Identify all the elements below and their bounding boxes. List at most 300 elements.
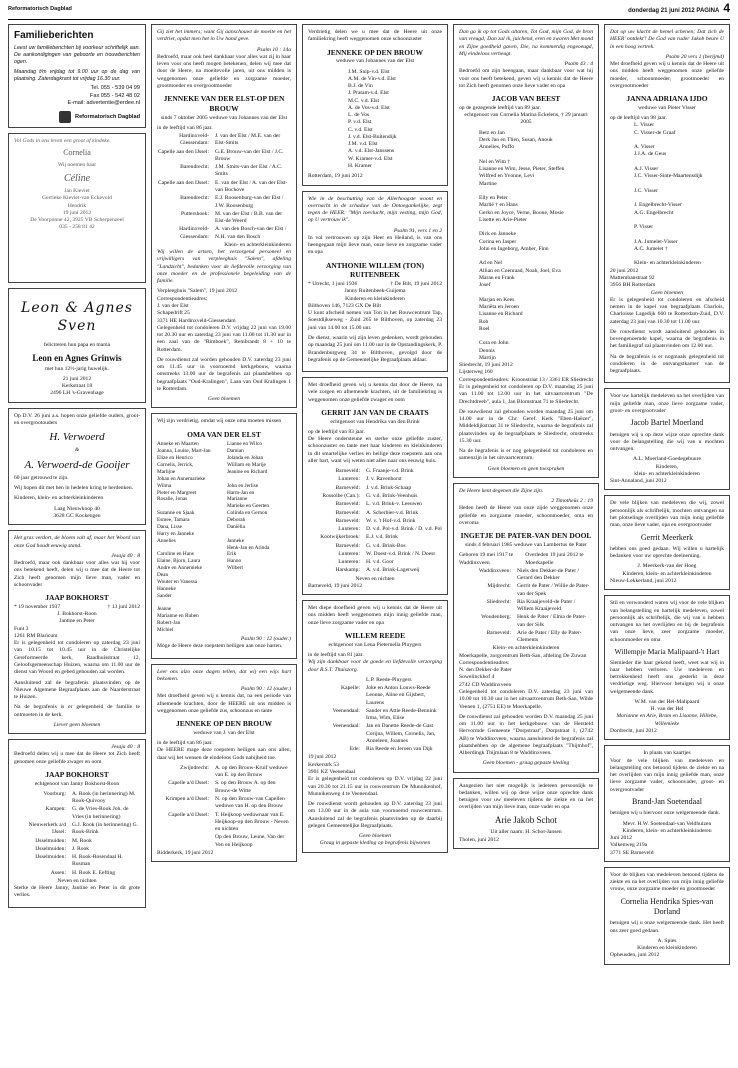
signer: J. Bokhorst-Roon [57,611,97,618]
names: E.J. Roosenburg-van der Elst / J.W. Roosenburg [215,195,284,209]
list-item [634,231,724,238]
names: Ria Reede en Jeroen van Dijk [366,746,433,753]
names: Henk de Pater / Elma de Pater-van der Silk [517,614,587,628]
deceased-name: JAAP BOKHORST [45,593,109,603]
quote-ref: Psalm 90 : 12 (ouder.) [240,635,291,642]
place: Waddinxveen: [478,567,511,574]
names: J.M. Smits-van der Elst / A.C. Smits [215,164,283,178]
column-3 [302,24,448,1064]
deceased-name: INGETJE DE PATER-VAN DEN DOOL [460,531,592,541]
list-item: H. Kramer [348,163,372,169]
signer: Kinderen, klein- en achterkleinkinderen [622,827,712,834]
addr: 3628 GC Kockengen [53,513,101,520]
addr: Verpleeghuis "Salem", 19 juni 2012 [157,288,238,295]
deceased-name: ANTHONIE WILLEM (TON) RUITENBEEK [325,260,425,280]
thanks: Wij willen de artsen, het verzorgend personeel en vrijwilligers van verpleeghuis "Salem", afdeling "Landzicht", bedanken voor de liefdevolle verzorging van onze moeder en de professionele begeleiding van de familie. [157,249,291,285]
text: Stil en verwonderd waren wij voor de vele blijken van belangstelling en hartelijk medeleven, zowel persoonlijk als schriftelijk, die wij van u hebben ontvangen na het overlijden en bij de begrafenis van onze lieve, zeer zorgzame moeder, schoonmoeder en oma [610,600,724,643]
place: Mijdrecht: [487,583,511,590]
list-item: Elize en Henrico [157,455,193,462]
list-item [479,333,593,340]
deceased-name: Jacob Bartel Moerland [630,418,704,428]
list-item: Anneke en Maarten [157,441,199,448]
list-item [157,600,221,607]
burial: De rouwdienst zal gehouden worden maandag 25 juni om 14.00 uur in de Chr. Geref. Kerk "Eben-Haëzer", Middeldijkstraat 31 te Sliedrecht, waarna de begrafenis zal plaatsvinden op de begraafplaats te Sliedrecht, omstreeks 15.30 uur. [459,408,593,444]
place: Lunteren: [338,526,360,533]
details: Er is gelegenheid tot condoleren en afscheid nemen in de kapel van begraafplaats Charlois, Charloisse Lagedijk 660 te Rotterdam-Zuid, D.V. zaterdag 23 juni van 10.30 tot 11.00 uur. [610,296,724,325]
sub: sinds 4 februari 1985 weduwe van Lambertus de Pater [465,541,587,548]
died: † De Bilt, 19 juni 2012 [390,281,442,288]
list-item: W. Kramer-v.d. Elst [348,155,393,162]
list-item: Wouter en Vanessa [157,578,198,585]
names: S. op den Brouw A. op den Brouw-de Witte [215,780,276,794]
famblock-line: Maandag t/m vrijdag tot 9.00 uur op de dag van plaatsing. Zaterdagkrant tot vrijdag 16.30 uur. [14,68,140,82]
place: Barneveld: [335,501,360,508]
addr: J. van der Elst [157,303,189,309]
place: Barneveld: [335,542,360,549]
column-4 [453,24,599,1064]
names: T. Heijkoop weduwnaar van E. Heijkoop-op den Brouw - Neven en nichten [215,811,289,833]
place: Nieuwerkerk a/d IJssel: [28,822,66,836]
signer: A. Spies [657,937,677,944]
place: Harskamp: [335,567,360,574]
obituary-de-pater [453,483,599,773]
list-item [479,224,593,231]
list-item: Harm-Jan en [227,489,255,496]
list-item: Betz en Jan [479,129,505,136]
intro: Verdrietig delen we u mee dat de Heere uit onze familiekring heeft weggenomen onze schoonzuster [308,29,442,43]
place: Barneveld: [486,629,511,636]
list-item: Dana, Lisse [157,523,183,530]
name: OMA VAN DER ELST [187,429,261,439]
list-item: L. de Vos [348,112,370,119]
family-names [610,122,724,267]
obituary-van-beest [453,24,599,478]
names: Joke en Anton Louws-Reede Leonne, Aline en Gijsbert, Laurens [366,685,431,706]
list-item: Cora en John [479,340,509,347]
logo-text: Reformatorisch Dagblad [75,113,140,120]
column-5 [604,24,730,1064]
burial: De rouwdienst wordt aansluitend gehouden in bovengenoemde kapel, waarna de begrafenis in het familiegraf zal plaatsvinden om 12.00 uur. [610,328,724,350]
burial: De dienst, waarin wij zijn leven gedenken, wordt gehouden op maandag 25 juni om 11.00 uur in de Opstandingskerk, P. Brandenburgweg 34 te Bilthoven, gevolgd door de begrafenis op de Gemeentelijke Begraafplaats aldaar. [308,335,442,363]
list-item: B.J. de Vin [348,83,373,90]
quote: Dat op uw klacht de hemel schenen; Dat zich de HEER' ontdekt'! De God van ruder Jakob beure U in een hoog vertrek. [610,29,724,50]
addr: Correspondentieadres: [459,659,510,666]
quote-ref: Psalm 90 : 12 (ouder.) [240,686,291,693]
list-item: Harry en Janneke [157,530,195,537]
list-item [634,217,724,224]
anniversary-grinwis [8,288,146,402]
sub: sinds 7 oktober 2005 weduwe van Johannes van der Elst [160,114,288,121]
place: Hardinxveld-Giessendam: [179,226,209,240]
addr: 3901 KZ Veenendaal [308,769,356,775]
page-number: 4 [723,1,730,15]
place: Krimpen a/d IJssel: [165,795,209,802]
note: Na de begrafenis is er nog gelegenheid tot condoleren en samenzijn in het uitvaartcentrum. [459,448,593,462]
details: Er is gelegenheid tot condoleren op D.V. vrijdag 22 juni van 20.30 tot 21.15 uur in rouwcentrum De Munnikenhof, Munnikenweg 4 te Veenendaal. [308,776,442,797]
addr: Juni 2012 [610,835,632,842]
age: in de leeftijd van 86 jaar. [157,124,213,131]
names: A. v.d. Brink-Lagerweij [366,567,420,574]
list-right [227,441,291,634]
list-item: Klein- en achterkleinkinderen [634,260,701,267]
list-item: Michiel [157,627,174,634]
addr: Bilthoven 146, 7123 GX De Bilt [308,302,382,309]
sub: weduwe van Pieter Visser [638,104,696,111]
addr: 20 juni 2012 [610,267,639,274]
thanks-schot [453,778,599,849]
deceased-name: JAAP BOKHORST [45,769,109,779]
addr: Sowelinckhof 4 [459,674,495,681]
obituary-ruitenbeek [302,191,448,373]
anniversary-verwoerd [8,408,146,526]
details: Gelegenheid tot condoleren D.V. vrijdag 22 juni van 19.00 tot 20.30 uur en zaterdag 23 juni van 11.00 tot 11.30 uur in een zaal van de "Rimboek", Rembrandt 8 + 10 te Rotterdam. [157,324,291,353]
signer: Janny Ruitenbeek-Guijema [344,288,406,295]
place: Barneveld: [335,468,360,475]
family-names [459,130,593,363]
names: N. op den Brouw-van Capellen weduwe van H. op den Brouw [215,795,285,810]
footer: Barneveld, 19 juni 2012 [308,582,363,589]
addr: Sliedrecht, 19 juni 2012 [459,362,513,369]
addr: 1261 RM Blaricum [14,632,58,639]
paper-logo [14,111,140,123]
line: Hendrik [67,202,87,209]
details: Gelegenheid tot condoleren D.V. zaterdag 23 juni van 10.00 tot 10.30 uur in het uitvaartcentrum Beth-San, Wilde Veenen 1, (2751 EE) te Moerkapelle. [459,689,593,710]
text: Bedroefd om zijn heengaan, maar dankbaar voor wat hij voor ons heeft betekend, geven wij u kennis dat de Heere tot Zich heeft genomen onze lieve vader en opa [459,68,593,89]
names: A. Scherbier-v.d. Brink [366,509,419,516]
text: De vele blijken van medeleven die wij, zowel persoonlijk als schriftelijk, mochten ontvangen na het plotselinge overlijden van mijn innig geliefde man, onze lieve vader, opa en overgrootvader [610,500,724,529]
deceased-name: WILLEM REEDE [344,631,406,640]
deceased-name: Cornelia Hendrika Spies-van Dorland [620,896,714,917]
addr: Valkenweg 219a [610,842,648,849]
name-2: A. Verwoerd-de Gooijer [24,458,130,471]
list-item: Marianne en Ruben [157,613,199,620]
list-item: J.M. Snip-v.d. Elst [348,68,390,75]
burial: Aansluitend zal de begrafenis plaatsvinden op de Nieuwe Algemene Begraafplaats aan de Naarderstraat te Huizen. [14,679,140,701]
sub: weduwe van Johannes van der Elst [335,58,415,65]
page-label: PAGINA [696,8,720,14]
footer: Sterke de Heere Janny, Jantine en Peter in dit grote verlies. [14,885,140,899]
list-item: J.A. Jumelet-Visser [634,238,678,245]
names: E.J. v.d. Brink [366,534,398,541]
date: 21 juni 2012 [62,375,92,382]
addr: Schapedrift 25 [157,310,190,317]
text: Voor de blijken van medeleven betoond tijdens de ziekte en na het overlijden van mijn innig geliefde vrouw, onze zorgzame moeder en grootmoeder [610,871,724,893]
footer: Rotterdam, 19 juni 2012 [308,173,363,180]
list-item [634,137,724,144]
list-item: Caroline en Hans [157,551,194,558]
addr: 19 juni 2012 [308,754,337,761]
intro: feliciteren hun papa en mama [43,341,111,348]
list-item [634,159,724,166]
names: G.E. Brouw-van der Elst / J.C. Brouw [215,148,284,162]
column-1 [8,24,146,1064]
text: Bedroefd delen wij u mee dat de Heere tot Zich heeft genomen onze geliefde zwager en oom [14,751,140,765]
list-item: Colinda en Gernon [227,510,268,517]
list-item: Marjan en Kees [479,296,515,303]
list-item: Sander [157,592,172,599]
text: Met droefheid geven wij u kennis dat door de Heere, na vele zorgen en afnemende krachten, uit de familiekring is weggenomen onze geliefde zwager en oom [308,382,442,403]
quote-ref: 2 Timotheüs 2 : 19 [551,498,593,505]
text: Met droefheid geven wij u kennis dat, na een periode van afnemende krachten, door de HEERE uit ons midden is weggenomen onze geliefde zus, schoonzus en tante [157,693,291,714]
list-item: Mariëta en Jeroen [479,304,520,311]
names: A. op den Brouw-Kruif weduwe van E. op den Brouw [215,764,288,779]
signer: Kinderen en kleinkinderen [637,945,697,952]
list-item [634,181,724,188]
list-item: Henk-Jan en Arinda [227,544,270,551]
grandchildren-list [157,441,291,634]
sub: met hun 12½-jarig huwelijk. [45,365,109,372]
family: Klein- en achterkleinkinderen [492,645,560,652]
place: Puttershoek: [181,210,209,217]
list-item: Lisette en Arie-Pieter [479,216,527,223]
place: Capelle aan den IJssel: [157,179,209,186]
names: Niels den Dekker-de Pater / Gerard den Dekker [517,567,580,582]
location: Moerkapelle, zorgcentrum Beth-San, afdeling De Zuwan [459,652,587,659]
place: Barendrecht: [180,195,209,202]
addr: Laag Nieuwkoop 40 [54,505,100,512]
footer: Geen bloemen - graag gepaste kleding [482,760,570,767]
list-item: P. Visser [634,224,654,231]
list-item: Gerko en Joyce, Verne, Boone, Mosie [479,209,564,216]
thanks: Wij zijn dankbaar voor de goede en liefdevolle verzorging door R.S.T. Thuiszorg. [308,659,442,673]
date-text: donderdag 21 juni 2012 [628,8,695,14]
line: Gerrieke Kieviet-van Eckevold [42,195,112,202]
text-2: De Heere ondersteune en sterke onze geliefde zuster, schoonzuster en tante met haar kinderen en kleinkinderen in dit smartelijke verlies en heilige deze roepstem aan ons aller hart, want wij weten niet alles naar ons eeuwig huis. [308,436,442,464]
died: † 13 juni 2012 [107,603,140,610]
sub: echtgenoot van Lena Pieternella Pluygers [328,641,422,648]
age: op de gezegende leeftijd van 89 jaar. [459,104,541,111]
place [157,834,209,849]
place: Voorburg: [43,790,66,797]
names: J. v. Ravenhorst [366,476,402,483]
text: Voor de vele blijken van medeleven en belangstelling ons betoond tijdens de ziekte en na het overlijden van mijn innig geliefde man, onze lieve zorgzame vader, schoonvader, groot- en overgrootvader [610,757,724,793]
list-item: Rosalie, Jonas [157,496,188,503]
text: Aangezien het niet mogelijk is iedereen persoonlijk te bedanken, willen wij op deze wijze onze oprechte dank betuigen voor uw meeleven tijdens de ziekte en na het overlijden van mijn lieve man, onze vader en opa [459,782,593,811]
list-item: Dick en Janneke [479,231,516,238]
list-item: Lisanne en Richard [479,311,523,318]
thanks-moerland [604,388,730,490]
list-item: J.M. v.d. Elst [348,141,378,148]
age: in de leeftijd van 81 jaar. [308,652,364,659]
addr: N. den Dekker-de Pater [459,667,512,674]
sub: echtgenoot van Janny Bokhorst-Roon [34,780,120,787]
list-item: Maran en Frank [479,274,515,281]
burial: De rouwdienst zal worden gehouden D.V. zaterdag 23 juni om 11.45 uur in voornoemd kerkgebouw, waarna omstreeks 13.00 uur de begrafenis zal plaatshebben op begraafplaats "Oud-Kralingen", Laan van Oud Kralingen 1 te Rotterdam. [157,356,291,392]
place [308,677,360,684]
footer: Mòge de Heere deze roepstem heiligen aan onze harten. [157,643,283,650]
notice-oma-van-der-elst [151,413,297,658]
place: Rossolbe (Can.): [322,493,360,500]
list-item: A. v.d. Elst-Janssens [348,148,395,155]
details: Er is gelegenheid tot condoleren op zaterdag 23 juni van 10.15 tot 10.45 uur in de Christelijke Gereformeerde kerk, Raadhuisstraat 12, Geloofsgemeenschap Huizen, waarna om 11.00 uur de dienst van Woord en gebed gehouden zal worden. [14,640,140,676]
names: E. van der Elst / A. van der Elst-van Bochove [215,179,288,194]
text-2: De HEERE mage deze roepstem heiligen aan ons allen, daar wij het wensen de eindeloos Gods nabijheid toe. [157,747,291,761]
signer: W.M. van der Hel-Malipaard [634,698,700,705]
child-name: Cornelia [63,148,91,158]
thanks-spies [604,867,730,965]
list-item: A. de Vos-v.d. Elst [348,104,390,111]
line: Wij noemen haar [57,161,97,168]
text: Voor uw hartelijk medeleven na het overlijden van mijn geliefde man, onze lieve zorgzame vader, groot- en overgrootvader [610,393,724,414]
names: Arie de Pater / Elly de Pater-Clements [517,629,582,644]
quote: Leer ons alzo onze dagen tellen, dat wij een wijs hart bekomen. [157,668,291,682]
names: M. van der Elst / B.B. van der Elst-de Weerd [215,210,283,225]
list-item: C. Visser-de Graaf [634,129,676,136]
details: Er is gelegenheid tot condoleren op D.V. maandag 25 juni van 11.00 tot 12.00 uur in het uitvaartcentrum "De Drechtdreeb", aula 1, Jan Blomstraat 71 te Sliedrecht. [459,383,593,405]
deceased-name: JENNEKE VAN DER ELST-OP DEN BROUW [163,94,285,113]
deceased-name: Brand-Jan Soetendaal [632,796,702,806]
quote-ref: Psalm 20 vers 1 (berijmd) [665,53,724,60]
text: Bedroefd, maar ook heel dankbaar voor alles wat zij in haar leven voor ons heeft mogen betekenen, delen wij mee dat door de Heere, na moeitevolle jaren, uit ons midden is weggenomen onze geliefde en zorgzame moeder, grootmoeder en overgrootmoeder [157,53,291,89]
header-date [628,1,730,15]
obituary-bokhorst-1 [8,530,146,734]
corr-addr: Kroonstraat 13 / 3361 ER Sliedrecht [511,376,593,383]
age: op de leeftijd van 83 jaar. [308,428,365,435]
list-item: Marlië † en Hans [479,202,518,209]
place: Woudenberg: [481,614,511,621]
list-item: Esmee, Tamara [157,517,190,524]
quote: Wie in de beschutting van de Allerhoogste woont en overnacht in de schaduw van de Ontoegankelijke, zegt tegen de HEER: "Mijn toevlucht, mijn vesting, mijn God, op U vertrouw ik". [308,195,442,224]
names: W. v. 't Hof-v.d. Brink [366,517,416,524]
list-item: L. Visser [634,122,655,129]
list-item: Suzanne en Sjaak [157,510,195,517]
list-item [479,253,593,260]
list-item: Elaine, Bjorn, Laura [157,558,201,565]
list-item: Erik [227,551,237,558]
text-2: betuigen wij u op deze wijze onze oprechte dank voor de belangstelling die wij van u mochten ontvangen. [610,431,724,453]
quote-ref: Psalm 91, vers 1 en 2 [393,227,442,234]
intro: Vol Gods in ons leven een groot of kindeke. [14,138,111,145]
column-2 [151,24,297,1064]
names: L. v.d. Brink-v. Leeuwen [366,501,422,508]
names: W. Doest-v.d. Brink / N. Doest [366,550,435,557]
quote-ref: Jesaja 40 : 8 [111,552,140,559]
obituary-van-der-elst [151,24,297,408]
list-item: J.J.A. de Geus [634,151,667,158]
list-item: M.C. v.d. Elst [348,97,380,104]
obituary-bokhorst-2 [8,739,146,908]
list-item: Jolanda en Johan [227,455,264,462]
list-item: Josef [479,282,491,289]
born: Geboren 19 mei 1917 te Waddinxveen [459,552,514,566]
place: Assen: [50,869,66,876]
addr: 3371 HE Hardinxveld-Giessendam [157,317,236,324]
note: Na de begrafenis is er nogmaals gelegenheid tot condoleren in de ontvangstkamer van de begraafplaats. [610,353,724,375]
family: Kinderen, klein- en achterkleinkinderen [14,495,104,502]
list-item: Corina en Jasper [479,238,517,245]
signer: Mevr. H.W. Soetendaal-van Veldhuizen [622,820,712,827]
sub: weduwe van J. van der Elst [193,729,255,736]
deceased-name: JENNEKE OP DEN BROUW [326,47,424,57]
line: De Voorponne 42, 3925 VB Scherpenzeel [30,217,124,224]
page-header [8,0,730,20]
names: H. Rook E. Eefting [72,869,116,876]
details: U kunt afscheid nemen van Ton in het Rouwcentrum Tap, Soestdijkseweg - Zuid 265 te Bilthoven, op zaterdag 23 juni van 14.00 tot 15.00 uur. [308,310,442,331]
place: Kootwijkerbroek: [320,534,360,541]
text: Met diepe droefheid geven wij u kennis dat de Heere uit ons midden heeft weggenomen mijn innig geliefde man, onze lieve zorgzame vader en opa [308,605,442,626]
text-2: hebben ons goed gedaan. Wij willen u hartelijk bedanken voor uw oprechte deelneming. [610,545,724,560]
list-item: Allian en Coenraad, Noah, Joel, Eva [479,267,561,274]
place: Veenendaal: [332,707,360,714]
place: Zwijndrecht: [180,764,209,771]
deceased-name: Gerrit Meerkerk [640,532,694,542]
signer: A.L. Moerland-Goedegebuure [633,456,701,463]
list-item: Lianne en Wilco [227,441,262,448]
addr: Kerkerstrk 53 [308,761,339,768]
names: Gerrit de Pater / Willie de Pater-van der Spek [517,583,590,597]
line: 19 juni 2012 [62,209,92,216]
list-item [157,503,221,510]
footer: Geen bloemen [207,396,241,403]
list-item: Martine [479,180,497,187]
addr: Mattembanstraat 92 [610,274,655,281]
family: Neven en nichten [57,877,97,884]
list-item: Ad en Nel [479,260,502,267]
deceased-name: JENNEKE OP DEN BROUW [175,719,273,729]
footer: Liever geen bloemen [53,721,101,728]
place: Lunteren: [338,476,360,483]
addr: Kerkstraat 18 [61,383,93,390]
list-item: A.G. Engelbrecht [634,209,674,216]
place: Sliedrecht: [486,598,511,605]
names: A. Rook (in herinnering) M. Rook-Quivooy [72,790,136,805]
list-item: Wilma [157,482,172,489]
names: H. Rook-Rosendaal H. Rusman [72,854,123,868]
name-1: H. Verwoerd [49,431,105,444]
years: 60 jaar getrouwd te zijn. [14,474,69,481]
list-item: Jeanine en Richard [227,468,268,475]
place: Barneveld: [335,484,360,491]
signer: Kinderen en kleinkinderen [345,295,405,302]
list-item [479,151,593,158]
list-item: Cornelis, Jerrick, [157,462,194,469]
text: Bedroefd, maar ook dankbaar voor alles wat hij voor ons betekend heeft, delen wij u mee dat de Heere tot Zich heeft genomen mijn lieve man, vader en schoonvader [14,560,140,588]
list-item: Marieke en Geerten [227,503,270,510]
fax: Fax 055 - 542 48 02 [89,92,140,99]
place: Lunteren: [338,550,360,557]
thanks-meerkerk [604,495,730,590]
place: IJsselmuiden: [35,854,66,861]
text: In vol vertrouwen op zijn Heer en Heiland, is van ons heengegaan mijn lieve man, onze lieve en zorgzame vader en opa [308,234,442,256]
burial: De rouwdienst wordt gehouden op D.V. zaterdag 23 juni om 13.00 uur in de aula van voornoemd rouwcentrum. Aansluitend zal de begrafenis plaatsvinden op de daarbij gelegen Gemeentelijke Begraafplaats. [308,801,442,829]
list-item: Pieter en Margreet [157,489,197,496]
list-item: William en Marije [227,462,266,469]
list-item: Dean [157,572,169,579]
list-item: Hanneke [157,585,176,592]
age: op de leeftijd van 98 jaar. [610,115,667,122]
deceased-name: GERRIT JAN VAN DE CRAATS [321,407,429,417]
list-item: A. Visser [634,144,655,151]
list-item: Wilbert [227,565,243,572]
list-item: Dennis [479,347,495,354]
footer-2: Graag in gepaste kleding op begrafenis bijwonen [319,840,431,847]
names: L.P. Reede-Pluygers [366,676,412,683]
quote: Gij ziet het immers; want Gij aanschouwt de moeite en het verdriet, opdat men het in Uw hand geve. [157,29,291,43]
place: IJsselmuiden: [35,845,66,852]
place: Barneveld: [335,517,360,524]
signer: H. van der Hel [650,706,684,713]
list-item: Hanno [227,558,242,565]
list-item [479,188,593,195]
obituary-reede [302,600,448,852]
family: Neven en nichten [355,575,395,582]
wish: Wij hopen dit met hen in hedelen kring te herdenken. [14,485,134,492]
place: Kapelle: [341,685,360,692]
quote-ref: Jesaja 40 : 8 [111,744,140,751]
list-item [227,476,291,483]
list-item: Deborah [227,517,246,524]
line: Jan Kieviet [64,188,90,195]
